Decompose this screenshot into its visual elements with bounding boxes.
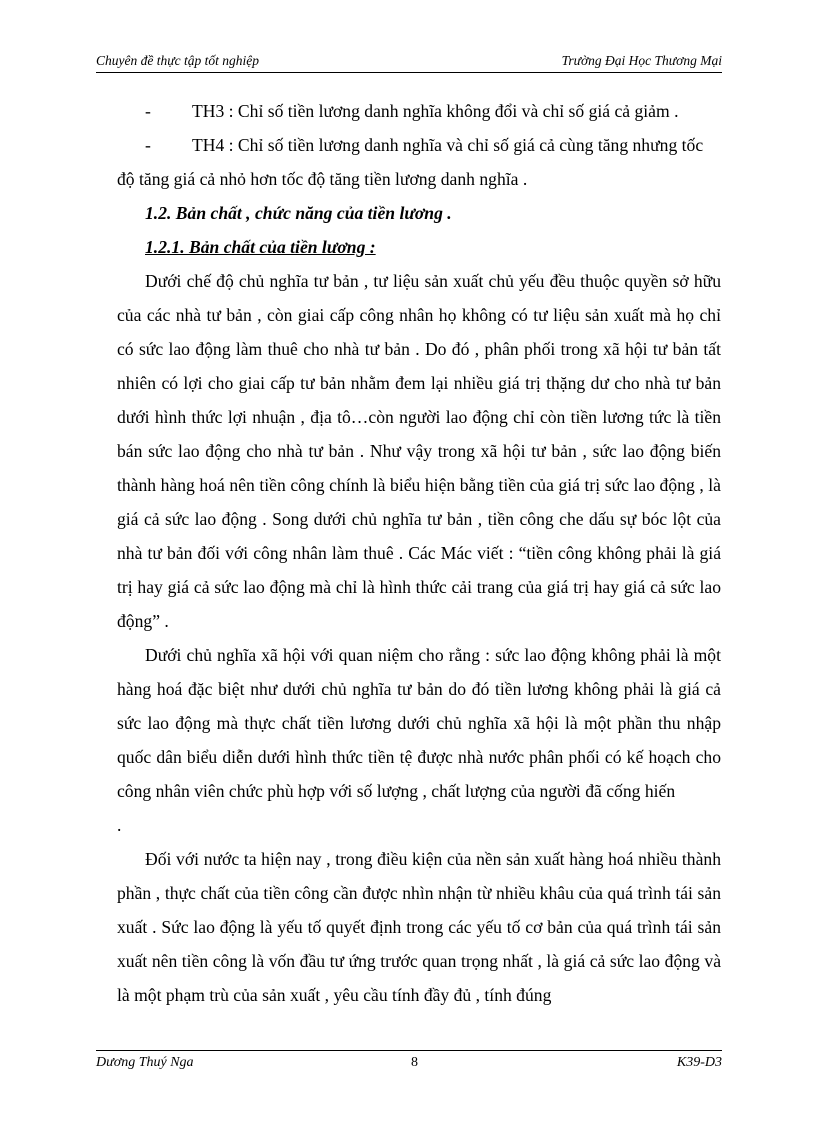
bullet-text: TH4 : Chỉ số tiền lương danh nghĩa và chỉ số giá cả cùng tăng nhưng tốc [192, 135, 704, 155]
bullet-text: TH3 : Chỉ số tiền lương danh nghĩa không đổi và chỉ số giá cả giảm . [192, 101, 679, 121]
bullet-dash: - [145, 135, 151, 155]
document-body [117, 94, 721, 1012]
paragraph-vietnam: Đối với nước ta hiện nay , trong điều kiện của nền sản xuất hàng hoá nhiều thành phần , thực chất của tiền công cần được nhìn nhận từ nhiều khâu của quá trình tái sản xuất . Sức lao động là yếu tố quyết định trong các yếu tố cơ bản của quá trình tái sản xuất nên tiền công là vốn đầu tư ứng trước quan trọng nhất , là giá cả sức lao động và là một phạm trù của sản xuất , yêu cầu tính đầy đủ , tính đúng [117, 849, 721, 1005]
footer-author: Dương Thuý Nga [96, 1055, 194, 1070]
page-number: 8 [411, 1055, 418, 1070]
paragraph-socialism: Dưới chủ nghĩa xã hội với quan niệm cho rằng : sức lao động không phải là một hàng hoá đặc biệt như dưới chủ nghĩa tư bản do đó tiền lương không phải là giá cả sức lao động mà thực chất tiền lương dưới chủ nghĩa xã hội là một phần thu nhập quốc dân biểu diễn dưới hình thức tiền tệ được nhà nước phân phối có kế hoạch cho công nhân viên chức phù hợp với số lượng , chất lượng của người đã cống hiến [117, 645, 721, 801]
footer-class-code: K39-D3 [676, 1055, 722, 1070]
bullet-item-th4 [117, 128, 721, 162]
section-heading-1-2: 1.2. Bản chất , chức năng của tiền lương . [145, 203, 452, 223]
paragraph-capitalism: Dưới chế độ chủ nghĩa tư bản , tư liệu sản xuất chủ yếu đều thuộc quyền sở hữu của các nhà tư bản , còn giai cấp công nhân họ không có tư liệu sản xuất mà họ chỉ có sức lao động làm thuê cho nhà tư bản . Do đó , phân phối trong xã hội tư bản tất nhiên có lợi cho giai cấp tư bản nhằm đem lại nhiều giá trị thặng dư cho nhà tư bản dưới hình thức lợi nhuận , địa tô…còn người lao động chỉ còn tiền lương tức là tiền bán sức lao động cho nhà tư bản . Như vậy trong xã hội tư bản , sức lao động biến thành hàng hoá nên tiền công chính là biểu hiện bằng tiền của giá trị sức lao động , là giá cả sức lao động . Song dưới chủ nghĩa tư bản , tiền công che dấu sự bóc lột của nhà tư bản đối với công nhân làm thuê . Các Mác viết : “tiền công không phải là giá trị hay giá cả sức lao động mà chỉ là hình thức cải trang của giá trị hay giá cả sức lao động” . [117, 271, 721, 631]
header-left-title: Chuyên đề thực tập tốt nghiệp [96, 53, 259, 68]
page-footer [96, 1050, 722, 1075]
bullet-continuation: độ tăng giá cả nhỏ hơn tốc độ tăng tiền lương danh nghĩa . [117, 169, 528, 189]
section-heading-1-2-1: 1.2.1. Bản chất của tiền lương : [145, 237, 376, 257]
stray-period: . [117, 815, 122, 835]
bullet-dash: - [145, 101, 151, 121]
bullet-item-th3 [117, 94, 721, 128]
page-header [96, 50, 722, 73]
header-right-title: Trường Đại Học Thương Mại [561, 53, 722, 68]
